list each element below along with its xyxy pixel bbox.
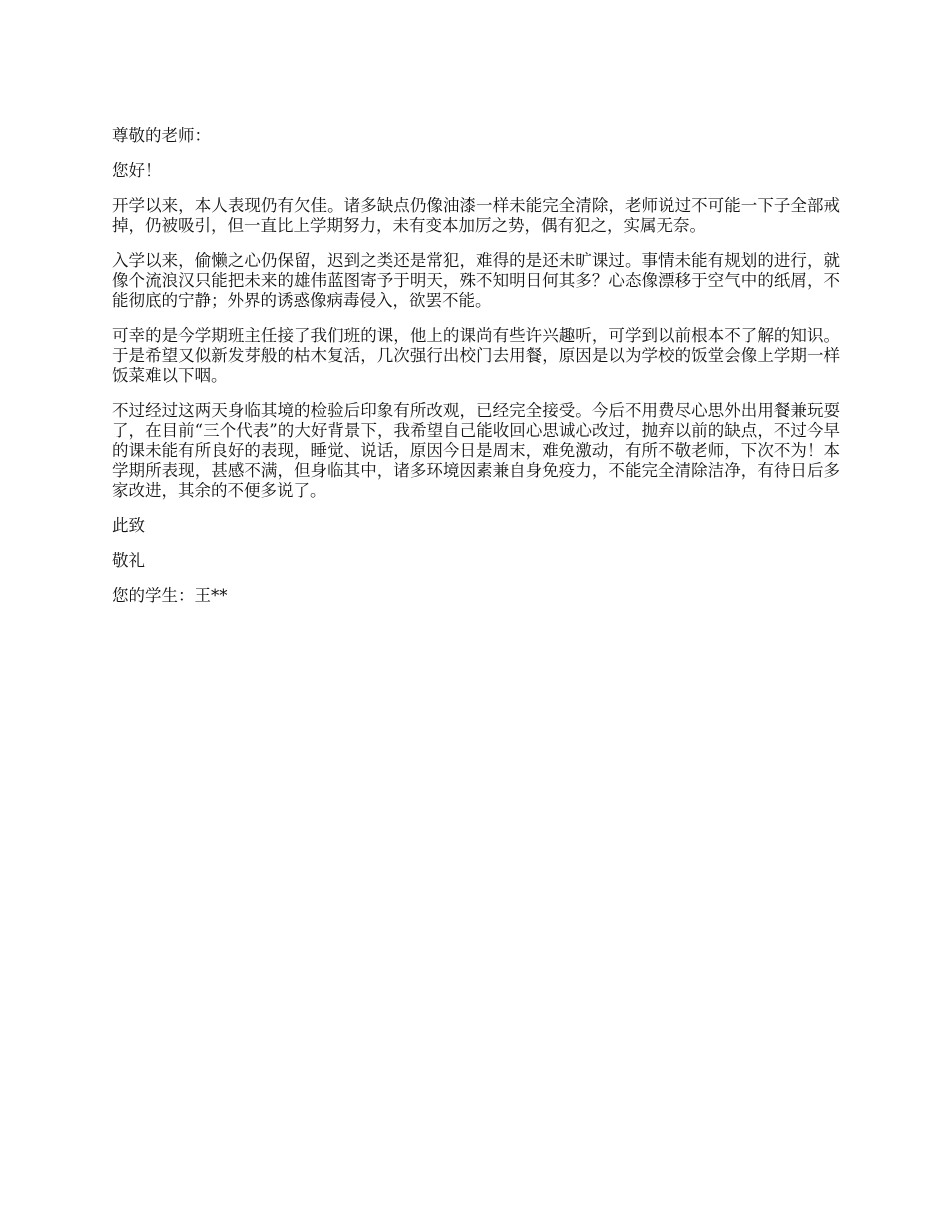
salutation: 尊敬的老师： <box>112 126 211 145</box>
greeting: 您好！ <box>112 161 162 180</box>
body-paragraph-1: 开学以来，本人表现仍有欠佳。诸多缺点仍像油漆一样未能完全清除，老师说过不可能一下子全部戒掉，仍被吸引，但一直比上学期努力，未有变本加厉之势，偶有犯之，实属无奈。 <box>112 196 840 235</box>
closing-line-2: 敬礼 <box>112 551 145 570</box>
closing-line-1: 此致 <box>112 516 145 535</box>
body-paragraph-2: 入学以来，偷懒之心仍保留，迟到之类还是常犯，难得的是还未旷课过。事情未能有规划的进行，就像个流浪汉只能把未来的雄伟蓝图寄予于明天，殊不知明日何其多？心态像漂移于空气中的纸屑，不能彻底的宁静；外界的诱惑像病毒侵入，欲罢不能。 <box>112 251 840 310</box>
letter-document <box>112 126 840 621</box>
body-paragraph-4: 不过经过这两天身临其境的检验后印象有所改观，已经完全接受。今后不用费尽心思外出用餐兼玩耍了，在目前“三个代表”的大好背景下，我希望自己能收回心思诚心改过，抛弃以前的缺点，不过今早的课未能有所良好的表现，睡觉、说话，原因今日是周末，难免激动，有所不敬老师，下次不为！本学期所表现，甚感不满，但身临其中，诸多环境因素兼自身免疫力，不能完全清除洁净，有待日后多家改进，其余的不便多说了。 <box>112 401 840 500</box>
signature: 您的学生：王** <box>112 586 228 605</box>
body-paragraph-3: 可幸的是今学期班主任接了我们班的课，他上的课尚有些许兴趣听，可学到以前根本不了解的知识。于是希望又似新发芽般的枯木复活，几次强行出校门去用餐，原因是以为学校的饭堂会像上学期一样饭菜难以下咽。 <box>112 326 840 385</box>
